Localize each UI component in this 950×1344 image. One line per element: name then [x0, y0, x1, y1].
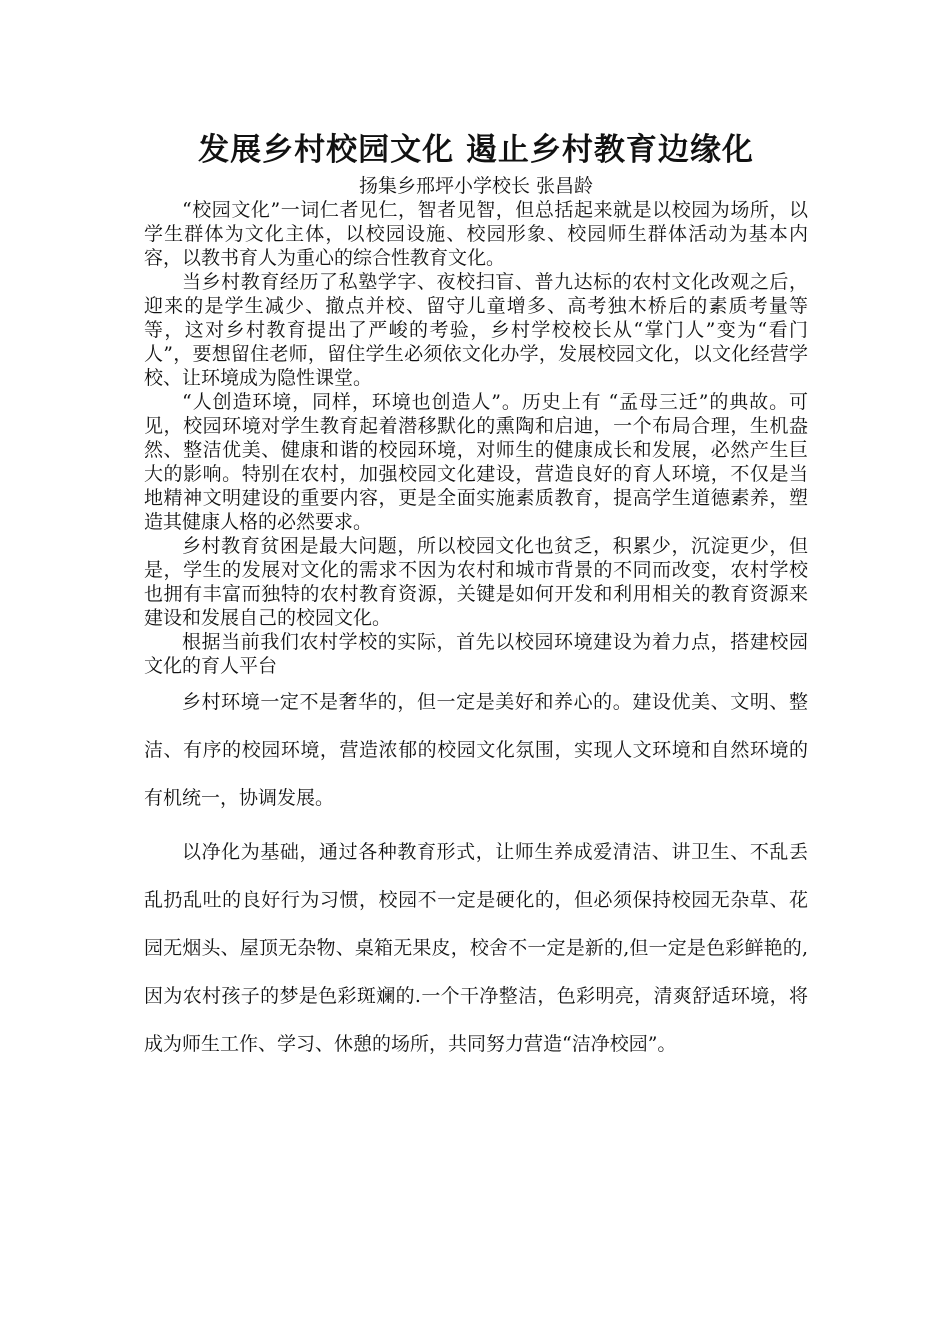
paragraph-rural-education-challenges: 当乡村教育经历了私塾学字、夜校扫盲、普九达标的农村文化改观之后，迎来的是学生减少、撤点并校、留守儿童增多、高考独木桥后的素质考量等等，这对乡村教育提出了严峻的考验，乡村学校校长从“掌门人”变为“看门人”，要想留住老师，留住学生必须依文化办学，发展校园文化，以文化经营学校、让环境成为隐性课堂。 [144, 271, 808, 389]
paragraph-campus-culture-definition: “校园文化”一词仁者见仁，智者见智，但总括起来就是以校园为场所，以学生群体为文化主体，以校园设施、校园形象、校园师生群体活动为基本内容，以教书育人为重心的综合性教育文化。 [144, 199, 808, 269]
paragraph-practical-approach: 根据当前我们农村学校的实际，首先以校园环境建设为着力点，搭建校园文化的育人平台 [144, 631, 808, 677]
paragraph-rural-poverty: 乡村教育贫困是最大问题，所以校园文化也贫乏，积累少，沉淀更少，但是，学生的发展对文化的需求不因为农村和城市背景的不同而改变，农村学校也拥有丰富而独特的农村教育资源，关键是如何开发和利用相关的教育资源来建设和发展自己的校园文化。 [144, 535, 808, 629]
paragraph-rural-environment: 乡村环境一定不是奢华的，但一定是美好和养心的。建设优美、文明、整洁、有序的校园环境，营造浓郁的校园文化氛围，实现人文环境和自然环境的有机统一，协调发展。 [144, 691, 808, 809]
document-page [144, 126, 808, 1068]
paragraph-purification: 以净化为基础，通过各种教育形式，让师生养成爱清洁、讲卫生、不乱丢乱扔乱吐的良好行为习惯，校园不一定是硬化的，但必须保持校园无杂草、花园无烟头、屋顶无杂物、桌箱无果皮，校舍不一定是新的,但一定是色彩鲜艳的,因为农村孩子的梦是色彩斑斓的.一个干净整洁，色彩明亮，清爽舒适环境，将成为师生工作、学习、休憩的场所，共同努力营造“洁净校园”。 [144, 841, 808, 1055]
paragraph-environment-shapes-people: “人创造环境，同样，环境也创造人”。历史上有 “孟母三迁”的典故。可见，校园环境对学生教育起着潜移默化的熏陶和启迪，一个布局合理，生机盎然、整洁优美、健康和谐的校园环境，对师生的健康成长和发展，必然产生巨大的影响。特别在农村，加强校园文化建设，营造良好的育人环境，不仅是当地精神文明建设的重要内容，更是全面实施素质教育，提高学生道德素养，塑造其健康人格的必然要求。 [144, 391, 808, 533]
document-author: 扬集乡邢坪小学校长 张昌龄 [358, 175, 594, 197]
document-title: 发展乡村校园文化 遏止乡村教育边缘化 [198, 132, 754, 168]
